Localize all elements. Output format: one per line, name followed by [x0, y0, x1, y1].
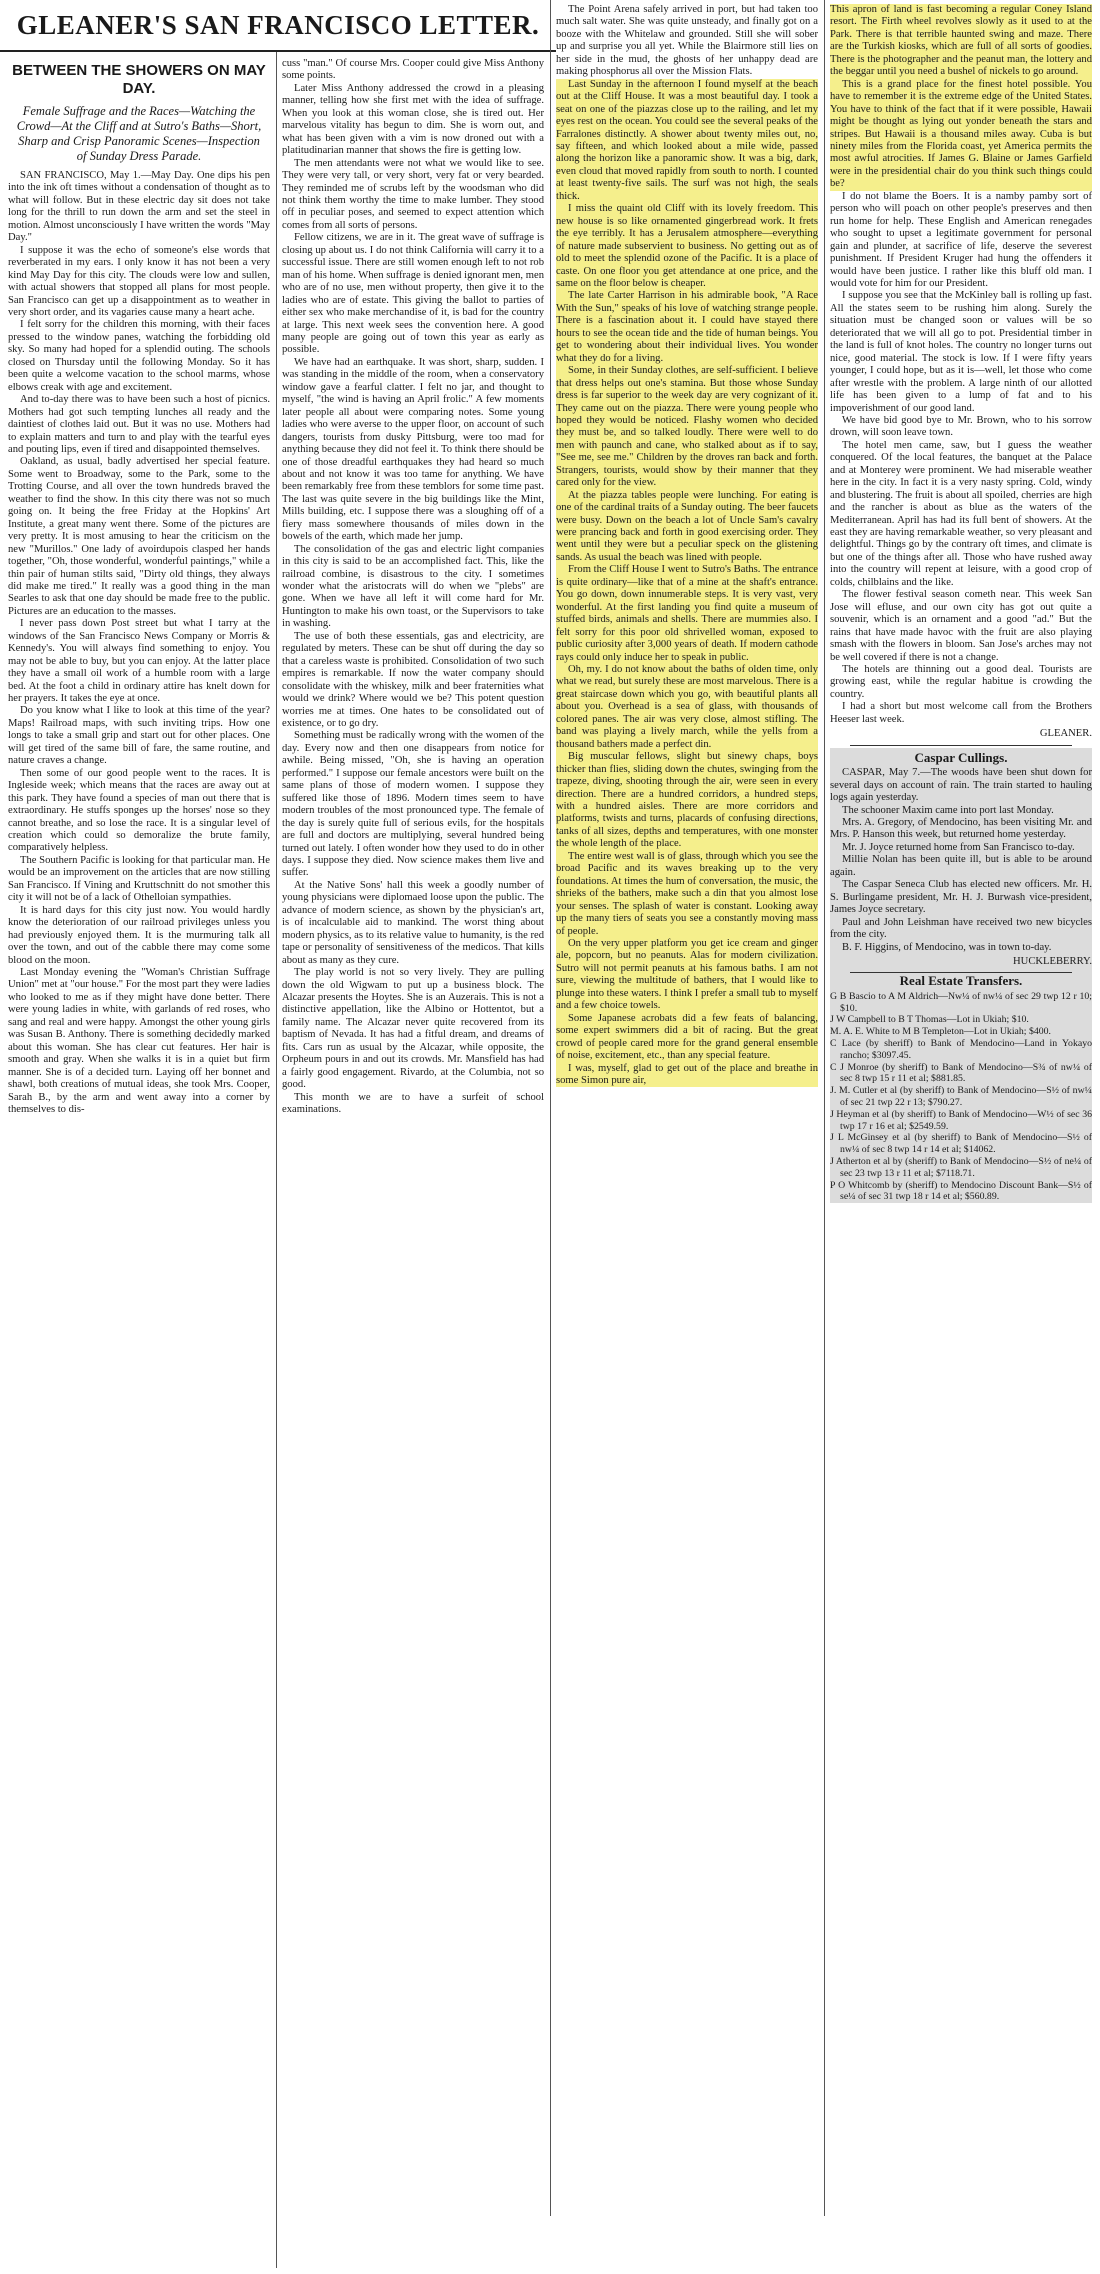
column-2 — [282, 58, 544, 2274]
paragraph: The schooner Maxim came into port last Monday. — [842, 804, 1054, 816]
list-item: J L McGinsey et al (by sheriff) to Bank of Mendocino—S½ of nw¼ of sec 8 twp 14 r 14 et al; $14062. — [830, 1132, 1092, 1156]
paragraph: Last Monday evening the "Woman's Christian Suffrage Union" met at "our house." For the most part they were ladies who looked to me as if they might have done better. There were young ladies in white, with garlands of red roses, who sang and real and were happy. Amongst the other young girls was Susan B. Anthony. There is something decidedly marked about this woman. She has clear cut features. Her hair is smooth and gray. When she walks it is in a quiet but firm manner. She is of a decided turn. Laying off her bonnet and shawl, both creations of mutual ideas, she took Mrs. Cooper, Sarah B., by the arm and went away into a corner by themselves to dis- — [8, 967, 270, 1115]
list-item: C J Monroe (by sheriff) to Bank of Mendocino—S¾ of nw¼ of sec 8 twp 15 r 11 et al; $881.85. — [830, 1061, 1092, 1085]
column-3 — [556, 4, 818, 2220]
list-item: C Lace (by sheriff) to Bank of Mendocino—Land in Yokayo rancho; $3097.45. — [830, 1038, 1092, 1061]
paragraph: I suppose you see that the McKinley ball is rolling up fast. All the states seem to be rushing him along. Surely the situation must be changed soon or values will be so deteriorated that we will all go to pot. Presidential timber in the land is full of knot holes. The country no longer turns out nice, good material. The stock is low. If I were fifty years younger, I could hope, but as it is—well, let those who come after wrestle with the problem. A large ninth of our allotted life has been given to a lump of fat and to his impoverishment of our good land. — [830, 290, 1092, 414]
signature: GLEANER. — [1039, 728, 1092, 740]
paragraph: From the Cliff House I went to Sutro's Baths. The entrance is quite ordinary—like that of a mine at the shaft's entrance. You go down, down innumerable steps. It is very vast, very wonderful. At the first landing you find quite a museum of stuffed birds, animals and shells. There are mummies also. I felt sorry for this poor old shrivelled woman, exposed to public curiosity after 3,000 years of death. If modern cathode rays could only induce her to speak in public. — [556, 564, 818, 663]
paragraph: Then some of our good people went to the races. It is Ingleside week; which means that the races are away out at this park. They have found a species of man out there that is extraordinary. He stuffs sponges up the horses' nose so they cannot breathe, and so lose the race. It is a singular level of creation which could so demoralize the brute family, comparatively helpless. — [8, 767, 270, 854]
paragraph: Later Miss Anthony addressed the crowd in a pleasing manner, telling how she first met with the idea of suffrage. When you look at this woman close, she is tired out. Her marvelous vitality has begun to dim. She is worn out, and what has been given with a vim is now droned out with a platitudinarian manner that shows the fire is getting low. — [282, 82, 544, 157]
paragraph: The Southern Pacific is looking for that particular man. He would be an improvement on the articles that are now stilling San Francisco. If Vining and Kruttschnitt do not smother this city it will not be of a lack of Othelloian sympathies. — [8, 854, 270, 904]
paragraph: The entire west wall is of glass, through which you see the broad Pacific and its waves breaking up to the very foundations. At times the hum of conversation, the music, the shrieks of the bathers, make such a din that you almost lose your senses. The splash of water is constant. Looking away up the many tiers of seats you see a constantly moving mass of people. — [556, 850, 818, 937]
section-title: Caspar Cullings. — [914, 749, 1008, 765]
paragraph: Oh, my. I do not know about the baths of olden time, only what we read, but surely these are most marvelous. There is a great staircase down which you go, with beautiful plants all about you. Overhead is a sea of glass, with thousands of colored panes. The air was very close, almost stifling. The band was playing a lively march, while the yells from a thousand bathers made a perfect din. — [556, 664, 818, 750]
paragraph: I was, myself, glad to get out of the place and breathe in some Simon pure air, — [556, 1062, 818, 1086]
paragraph: Some, in their Sunday clothes, are self-sufficient. I believe that dress helps out one's stamina. But those whose Sunday dress is far superior to the week day are very cognizant of it. They came out on the piazza. There were young people who hoped they would be noticed. Flashy women who decided they must be, and so talked loudly. There were well to do men with paunch and cane, who stalked about as if to say, "See me, see me." Children by the droves ran back and forth. Strangers, tourists, would show by their manner that they cared only for the view. — [556, 365, 818, 489]
paragraph: On the very upper platform you get ice cream and ginger ale, popcorn, but no peanuts. Alas for modern civilization. Sutro will not permit peanuts at his famous baths. I am not sure, viewing the multitude of bathers, that I would like to plunge into these waters. I think I prefer a small tub to myself and a few choice towels. — [556, 937, 818, 1012]
paragraph: The men attendants were not what we would like to see. They were very tall, or very short, very fat or very bearded. They reminded me of scrubs left by the woodsman who did not think them worthy the time to make lumber. They stood off in peculiar poses, and seemed to expect attention which comes from all sorts of persons. — [282, 157, 544, 231]
paragraph: Mrs. A. Gregory, of Mendocino, has been visiting Mr. and Mrs. P. Hanson this week, but returned home yesterday. — [830, 817, 1092, 841]
list-item: M. A. E. White to M B Templeton—Lot in Ukiah; $400. — [830, 1026, 1052, 1038]
paragraph: Something must be radically wrong with the women of the day. Every now and then one disappears from notice for awhile. Being missed, "Oh, she is having an operation performed." I suppose our female ancestors were built on the same plans of those of modern women. I suppose they suffered like those of 1896. Modern times seem to have modern troubles of the most pronounced type. The female of the day is surely quite full of serious evils, for the hospitals are full and doctors are multiplying, several hundred being turned out lately. I often wonder how they used to do in other days. I suppose they died. Now science makes them live and suffer. — [282, 730, 544, 879]
paragraph: I suppose it was the echo of someone's else words that reverberated in my ears. I only know it has not been a very kind May Day for this city. The clouds were low and sullen, with actual showers that stopped all plans for most people. San Francisco can get up a disappointment as to weather in very short order, and its vagaries cause many a heart ache. — [8, 244, 270, 318]
paragraph: I do not blame the Boers. It is a namby pamby sort of person who will poach on other people's preserves and then run home for help. These English and American renegades who sought to upset a legitimate government for personal gain and plunder, at sacrifice of life, deserve the severest punishment. If President Kruger had hung the offenders it would have been justice. I rather like this bluff old man. I would vote for him for our President. — [830, 190, 1092, 289]
paragraph: This is a grand place for the finest hotel possible. You have to remember it is the extreme edge of the United States. You have to think of the fact that if it were possible, Hawaii might be thought as lying out yonder beneath the stars and stripes. But Hawaii is a thousand miles away. Cuba is but ninety miles from the Florida coast, yet America permits the most awful atrocities. If James G. Blaine or James Garfield were in the presidential chair do you think such things could be? — [830, 78, 1092, 190]
paragraph: The hotels are thinning out a good deal. Tourists are growing east, while the regular habitue is crowding the country. — [830, 664, 1092, 700]
list-item: G B Bascio to A M Aldrich—Nw¼ of nw¼ of sec 29 twp 12 r 10; $10. — [830, 990, 1092, 1014]
column-4 — [830, 4, 1092, 2220]
paragraph: Big muscular fellows, slight but sinewy chaps, boys thicker than flies, sliding down the chutes, swinging from the trapeze, diving, shooting through the air, were seen in every direction. There are a hundred corridors, a hundred steps, with a hundred aisles. There are more corridors and platforms, twists and turns, placards of confusing directions, tanks of all sizes, depths and temperatures, with one monster the whole length of the place. — [556, 751, 818, 850]
paragraph: The Point Arena safely arrived in port, but had taken too much salt water. She was quite unsteady, and finally got on a booze with the Whitelaw and grounded. Still she will sober up and surprise you all yet. While the Blairmore still lies on her side in the mud, the ghosts of her unhappy dead are making phosphorus all over the Mission Flats. — [556, 4, 818, 78]
paragraph: Paul and John Leishman have received two new bicycles from the city. — [830, 916, 1092, 941]
paragraph: B. F. Higgins, of Mendocino, was in town to-day. — [842, 941, 1052, 953]
paragraph: Last Sunday in the afternoon I found myself at the beach out at the Cliff House. It was a most beautiful day. I took a seat on one of the piazzas close up to the railing, and let my eyes rest on the ocean. You could see the several peaks of the Farralones distinctly. A shower about twenty miles out, no, say fifteen, and which looked about a mile wide, passed along the horizon like a panoramic show. It was a big, dark, even cloud that moved rapidly from south to north. I counted at least twenty-five sails. The surf was not high, the seals thick. — [556, 78, 818, 202]
paragraph: It is hard days for this city just now. You would hardly know the deterioration of our railroad privileges unless you had previously enjoyed them. It is the murmuring talk all over the town, and out of the cabble there may come some blood on the moon. — [8, 904, 270, 966]
paragraph: Fellow citizens, we are in it. The great wave of suffrage is closing up about us. I do not think California will carry it to a successful issue. There are still women enough left to not rob man of his home. When suffrage is denied ignorant men, men who are of no use, men without property, then give it to the ladies who are of estate. This giving the ballot to parties of either sex who make merchandise of it, is bad for the country at large. This next week sees the convention here. A good many people are going out of town this year as early as possible. — [282, 232, 544, 356]
column-rule — [824, 0, 825, 2216]
list-item: J Heyman et al (by sheriff) to Bank of Mendocino—W½ of sec 36 twp 17 r 16 et al; $2549.59. — [830, 1108, 1092, 1132]
paragraph: Oakland, as usual, badly advertised her special feature. Some went to Broadway, some to the Park, some to the Trotting Course, and all over the town hundreds braved the weather to find the show. In this city there was not so much going on. It being the free Friday at the Hopkins' Art Institute, a great many went there. Some of the pictures are very pretty. It is most amusing to hear the criticism on the new "Murillos." One lady of avoirdupois clasped her hands together, "Oh, those wonderful, wonderful paintings," while a thin pair of human stilts said, "Dirty old things, they always did make me tired." It really was a good thing in the man Searles to ask that one day should be made free to the public. Pictures are an education to the masses. — [8, 456, 270, 617]
paragraph: Mr. J. Joyce returned home from San Francisco to-day. — [842, 841, 1075, 853]
column-rule — [276, 52, 277, 2268]
paragraph: Millie Nolan has been quite ill, but is able to be around again. — [830, 854, 1092, 878]
paragraph: The use of both these essentials, gas and electricity, are regulated by meters. These can be shut off during the day so that a careless waste is prohibited. Consolidation of two such empires is remarkable. If now the water company should consolidate with the whiskey, milk and beer fraternities what would we drink? Where would we be? This potent question worries me at times. One hates to be consolidated out of existence, or to go dry. — [282, 630, 544, 730]
column-1 — [8, 60, 270, 2210]
paragraph: Some Japanese acrobats did a few feats of balancing, some expert swimmers did a bit of racing. But the great crowd of people cared more for the grand general ensemble of noise, excitement, etc., than any special feature. — [556, 1012, 818, 1062]
paragraph: And to-day there was to have been such a host of picnics. Mothers had got such tempting lunches all ready and the daintiest of clothes laid out. But it was no use. Mothers had to explain matters and turn to and play with the tearful eyes and pouting lips, even if tired and disappointed themselves. — [8, 394, 270, 455]
paragraph: The flower festival season cometh near. This week San Jose will efluse, and our own city has got out quite a souvenir, which is an ornament and a good "ad." But the rains that have made havoc with the fruit are also playing smash with the flowers in bloom. San Jose's arches may not be well covered if there is not a change. — [830, 589, 1092, 663]
masthead: GLEANER'S SAN FRANCISCO LETTER. — [0, 0, 556, 52]
paragraph: The hotel men came, saw, but I guess the weather conquered. Of the local features, the banquet at the Palace and at Monterey were prominent. We had miserable weather here in the city. In fact it is a very nasty spring. Cold, windy and blustering. The fruit is about all spoiled, cherries are high and the rancher is about as blue as the waters of the Mediterranean. April has had its full bent of showers. At the east they are having remarkable weather, so very pleasant and delightful. Things go by the contrary oft times, and climate is but one of the things after all. Those who have rushed away into the country will repent at leisure, with a good crop of colds, chilblains and the like. — [830, 439, 1092, 588]
paragraph: Do you know what I like to look at this time of the year? Maps! Railroad maps, with such inviting trips. How one longs to take a small grip and start out for other places. One will get tired of the same bill of fare, the same routine, and nature craves a change. — [8, 705, 270, 767]
list-item: P O Whitcomb by (sheriff) to Mendocino Discount Bank—S½ of se¼ of sec 31 twp 18 r 14 et al; $560.89. — [830, 1179, 1092, 1203]
paragraph: At the piazza tables people were lunching. For eating is one of the cardinal traits of a Sunday outing. The beer faucets were busy. Down on the beach a lot of Uncle Sam's cavalry were prancing back and forth in good exercising order. They went until they were but a peculiar speck on the glistening sands. As usual the beach was lined with people. — [556, 489, 818, 563]
highlighted-passage — [830, 4, 1092, 191]
paragraph: At the Native Sons' hall this week a goodly number of young physicians were diplomaed loose upon the public. The advance of modern science, as shown by the physician's art, is of incalculable aid to mankind. The worst thing about modern physics, as to its relative value to humanity, is the red tape or personality of sensitiveness of the medicos. That kills about as many as they cure. — [282, 879, 544, 966]
paragraph: SAN FRANCISCO, May 1.—May Day. One dips his pen into the ink oft times without a condensation of thought as to what will follow. But in these electric day sit does not take long for the thrill to run down the arm and set the steel in motion. Almost unconsciously I have written the words "May Day." — [8, 170, 270, 244]
paragraph: The Caspar Seneca Club has elected new officers. Mr. H. S. Burlingame president, Mr. H. J. Burwash vice-president, James Joyce secretary. — [830, 879, 1092, 916]
paragraph: I felt sorry for the children this morning, with their faces pressed to the window panes, watching the forbidding old sky. So many had hoped for a splendid outing. The schools closed on Thursday until the following Monday. So it has been quite a welcome vacation to the school marms, whose elbows creak with age and excitement. — [8, 319, 270, 393]
paragraph: I miss the quaint old Cliff with its lovely freedom. This new house is so like ornamented gingerbread work. It frets the eye terribly. It has a Jerusalem atmosphere—everything of nature made subservient to business. No getting out as of old to meet the splendid ozone of the Pacific. It is a place of caste. On one floor you get attendance at one price, and the same on the floor below is cheaper. — [556, 203, 818, 289]
paragraph: The late Carter Harrison in his admirable book, "A Race With the Sun," speaks of his love of watching strange people. There is a fascination about it. I could have stayed there hours to see the ocean tide and the tide of human beings. You get to wondering about their individual lives. You wonder what they do for a living. — [556, 290, 818, 364]
caspar-cullings-section — [830, 748, 1092, 1204]
paragraph: We have bid good bye to Mr. Brown, who to his sorrow drown, will soon leave town. — [830, 414, 1092, 439]
list-item: J W Campbell to B T Thomas—Lot in Ukiah; $10. — [830, 1014, 1029, 1026]
paragraph: CASPAR, May 7.—The woods have been shut down for several days on account of rain. The train started to hauling logs again yesterday. — [830, 767, 1092, 804]
highlighted-passage — [556, 79, 818, 1088]
list-item: J Atherton et al by (sheriff) to Bank of Mendocino—S½ of ne¼ of sec 23 twp 13 r 11 et al; $7118.71. — [830, 1156, 1092, 1179]
paragraph: I never pass down Post street but what I tarry at the windows of the San Francisco News Company or Morris & Kennedy's. You will always find something to enjoy. You may not be able to buy, but you can enjoy. At the latter place they have a small oil work of a humble room with a large bed. At the foot a child in ordinary attire has knelt down for her prayers. It takes the eye at once. — [8, 618, 270, 705]
paragraph: I had a short but most welcome call from the Brothers Heeser last week. — [830, 701, 1092, 725]
paragraph: The consolidation of the gas and electric light companies in this city is said to be an accomplished fact. This, like the railroad combine, is disastrous to the city. I sometimes wonder what the aristocrats will do when we "plebs" are gone. When we have all left it will come hard for Mr. Huntington to make his own toast, or the Supervisors to take in washing. — [282, 543, 544, 630]
paragraph: The play world is not so very lively. They are pulling down the old Wigwam to put up a business block. The Alcazar presents the Hoytes. She is an Auzerais. This is not a distinctive appellation, like the Albino or Hottentot, but a family name. The Alcazar never quite recovered from its baptism of Nevada. It has had a fitful dream, and dreams of fits. Cars run as usual by the Alcazar, while opposite, the Orpheum pours in and out its crowds. Mr. Mansfield has had a fairly good engagement. Rivardo, at the Columbia, not so good. — [282, 967, 544, 1091]
article-deck: Female Suffrage and the Races—Watching the Crowd—At the Cliff and at Sutro's Baths—Short, Sharp and Crisp Panoramic Scenes—Inspection of Sunday Dress Parade. — [16, 104, 262, 163]
paragraph: This month we are to have a surfeit of school examinations. — [282, 1091, 544, 1116]
article-subhead: BETWEEN THE SHOWERS ON MAY DAY. — [12, 62, 266, 97]
paragraph: We have had an earthquake. It was short, sharp, sudden. I was standing in the middle of the room, when a conservatory window gave a fearful clatter. I felt no jar, and thought to myself, "the wind is having an April frolic." A few moments later people all about were comparing notes. Some young ladies who were averse to the upper floor, on account of such dangers, tourists from dusky Pittsburg, were too mad for anything because they did not feel it. To think there should be one of those dreadful earthquakes they had heard so much about and not know it was too tame for anything. We have been remarkably free from these temblors for some time past. The last was quite severe in the big buildings like the Mint, Mills building, etc. I suppose there was a sloughing off of a fiery mass somewhere thousands of miles down in the bowels of the earth, which made her jump. — [282, 356, 544, 543]
list-item: J. M. Cutler et al (by sheriff) to Bank of Mendocino—S½ of nw¼ of sec 21 twp 22 r 13; $790.27. — [830, 1085, 1092, 1109]
signature: HUCKLEBERRY. — [1013, 955, 1092, 967]
paragraph: cuss "man." Of course Mrs. Cooper could give Miss Anthony some points. — [282, 58, 544, 82]
paragraph: This apron of land is fast becoming a regular Coney Island resort. The Firth wheel revolves slowly as it used to at the Park. There is that terrible haunted swing and maze. There are the Turkish kiosks, which are full of all sorts of goodies. There is the photographer and the peanut man, the lottery and the beggar until you need a bushel of nickels to go around. — [830, 4, 1092, 78]
column-rule — [550, 0, 551, 2216]
divider — [850, 745, 1072, 746]
section-title: Real Estate Transfers. — [899, 973, 1023, 989]
